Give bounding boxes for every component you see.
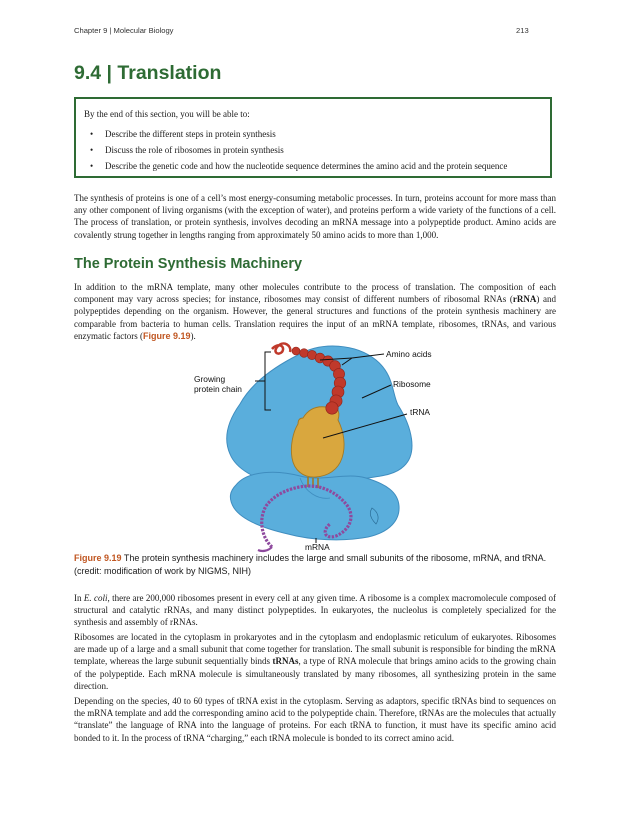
machinery-text-1: In addition to the mRNA template, many other molecules contribute to the process of translation. The composition of each component may vary across species; for instance, ribosomes may consist of different numbers of ribosomal RNAs (	[74, 282, 556, 305]
objective-item: • Discuss the role of ribosomes in protein synthesis	[88, 142, 507, 158]
ribosomes-text-2: , a type of RNA molecule that brings amino acids to the growing chain of the polypeptide. Each mRNA molecule is simultaneously translated by many ribosomes, all synthesizing protein in the same direction.	[74, 656, 556, 691]
label-amino-acids: Amino acids	[386, 349, 432, 359]
figure-caption	[74, 552, 564, 577]
section-title: 9.4 | Translation	[74, 62, 222, 84]
ecoli-italic: E. coli	[83, 593, 108, 603]
label-ribosome: Ribosome	[393, 379, 431, 389]
objectives-intro: By the end of this section, you will be able to:	[84, 109, 250, 119]
ribosomes-paragraph	[74, 631, 556, 692]
machinery-text-2: ) and polypeptides depending on the organism. However, the general structures and functions of the protein synthesis machinery are comparable from bacteria to human cells. Translation requires the input of an mRNA template, ribosomes, tRNAs, and various enzymatic factors (	[74, 294, 556, 341]
intro-paragraph: The synthesis of proteins is one of a cell’s most energy-consuming metabolic processes. In turn, proteins account for more mass than any other component of living organisms (with the exception of water), and proteins perform a wide variety of the functions of a cell. The process of translation, or protein synthesis, involves decoding an mRNA message into a polypeptide product. Amino acids are covalently strung together in lengths ranging from approximately 50 amino acids to more than 1,000.	[74, 193, 556, 240]
label-mrna: mRNA	[305, 542, 330, 552]
amino-acid-bead	[300, 349, 309, 358]
ecoli-text-2: , there are 200,000 ribosomes present in every cell at any given time. A ribosome is a complex macromolecule composed of structural and catalytic rRNAs, and many distinct polypeptides. In eukaryotes, the nucleolus is completely specialized for the synthesis and assembly of rRNAs.	[74, 593, 556, 628]
trna-paragraph: Depending on the species, 40 to 60 types of tRNA exist in the cytoplasm. Serving as adaptors, specific tRNAs bind to sequences on the mRNA template and add the corresponding amino acid to the polypeptide chain. Therefore, tRNAs are the molecules that actually “translate” the language of RNA into the language of proteins. For each tRNA to function, it must have its specific amino acid bonded to it. In the process of tRNA “charging,” each tRNA molecule is bonded to its correct amino acid.	[74, 696, 556, 743]
page-number: 213	[516, 26, 529, 35]
term-trnas: tRNAs	[272, 656, 299, 667]
ecoli-paragraph	[74, 592, 556, 629]
ribosomes-text-1: Ribosomes are located in the cytoplasm in prokaryotes and in the cytoplasm and endoplasmic reticulum of eukaryotes. Ribosomes are made up of a large and a small subunit that come together for translation. The small subunit is responsible for binding the mRNA template, whereas the large subunit sequentially binds	[74, 632, 556, 667]
label-growing-chain-line2: protein chain	[194, 384, 242, 394]
objective-item: • Describe the different steps in protein synthesis	[88, 126, 507, 142]
label-growing-chain-line1: Growing	[194, 374, 226, 384]
term-rrna: rRNA	[512, 294, 537, 305]
objective-item: • Describe the genetic code and how the nucleotide sequence determines the amino acid and the protein sequence	[88, 158, 507, 174]
running-header-chapter: Chapter 9 | Molecular Biology	[74, 26, 174, 35]
figure-caption-text: The protein synthesis machinery includes the large and small subunits of the ribosome, mRNA, and tRNA. (credit: modification of work by NIGMS, NIH)	[74, 553, 547, 576]
machinery-text-3: ).	[190, 330, 196, 341]
amino-acid-bead	[326, 402, 338, 414]
figure-reference-link[interactable]: Figure 9.19	[142, 330, 191, 341]
ribosome-small-subunit	[230, 472, 399, 540]
subsection-title: The Protein Synthesis Machinery	[74, 256, 303, 272]
label-trna: tRNA	[410, 407, 431, 417]
figure-caption-label: Figure 9.19	[74, 553, 122, 563]
amino-acid-bead	[292, 347, 300, 355]
ecoli-text-1: In	[74, 593, 84, 603]
